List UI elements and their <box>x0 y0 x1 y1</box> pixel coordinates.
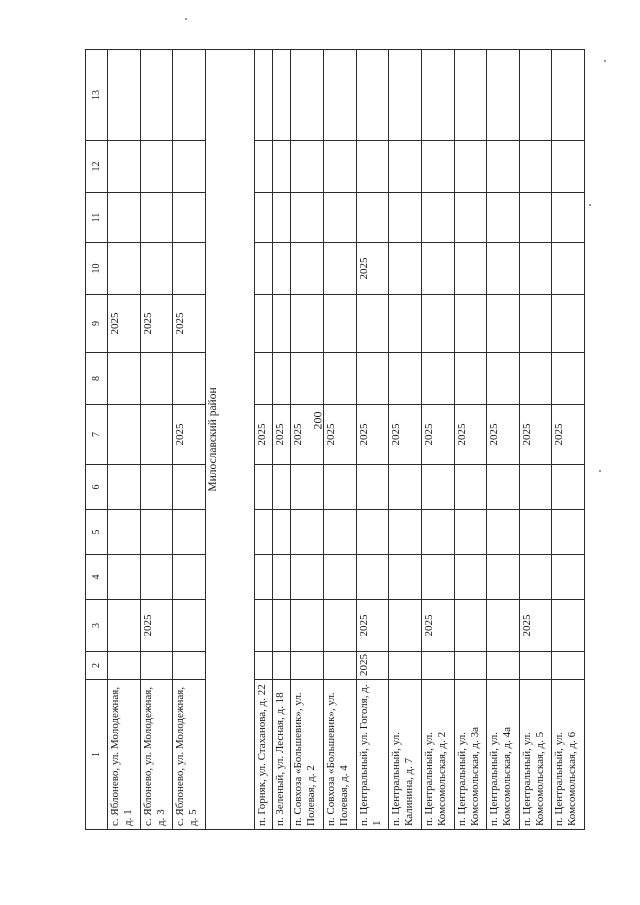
value-cell-col-13 <box>108 50 141 141</box>
value-cell-col-11 <box>421 193 454 243</box>
value-cell-col-4 <box>140 555 173 600</box>
header-col-4: 4 <box>86 555 108 600</box>
value-cell-col-6 <box>173 465 206 510</box>
value-cell-col-10 <box>552 243 585 295</box>
table-row <box>389 50 422 830</box>
value-cell-col-13 <box>454 50 487 141</box>
address-cell: п. Центральный, ул. Комсомольская, д. 2 <box>421 680 454 830</box>
value-cell-col-8 <box>389 353 422 405</box>
header-col-12: 12 <box>86 141 108 193</box>
header-col-9: 9 <box>86 295 108 353</box>
value-cell-col-10 <box>487 243 520 295</box>
value-cell-col-3 <box>255 600 273 652</box>
address-cell: п. Зеленый, ул. Лесная, д. 18 <box>273 680 291 830</box>
value-cell-col-8 <box>519 353 552 405</box>
value-cell-col-4 <box>291 555 324 600</box>
value-cell-col-6 <box>255 465 273 510</box>
value-cell-col-4 <box>519 555 552 600</box>
schedule-table <box>85 49 585 830</box>
address-cell: п. Совхоза «Большевик», ул. Полевая, д. 4 <box>324 680 357 830</box>
value-cell-col-6 <box>356 465 389 510</box>
value-cell-col-6 <box>273 465 291 510</box>
scan-speck <box>604 60 606 62</box>
header-row <box>86 50 108 830</box>
value-cell-col-13 <box>552 50 585 141</box>
value-cell-col-11 <box>454 193 487 243</box>
address-cell: п. Центральный, ул. Комсомольская, д. 6 <box>552 680 585 830</box>
value-cell-col-2 <box>389 652 422 680</box>
value-cell-col-7: 2025 <box>255 405 273 465</box>
value-cell-col-13 <box>324 50 357 141</box>
value-cell-col-10 <box>291 243 324 295</box>
value-cell-col-6 <box>389 465 422 510</box>
value-cell-col-6 <box>519 465 552 510</box>
value-cell-col-10: 2025 <box>356 243 389 295</box>
value-cell-col-12 <box>356 141 389 193</box>
value-cell-col-6 <box>421 465 454 510</box>
table-row <box>487 50 520 830</box>
value-cell-col-6 <box>454 465 487 510</box>
value-cell-col-12 <box>140 141 173 193</box>
value-cell-col-4 <box>108 555 141 600</box>
value-cell-col-12 <box>273 141 291 193</box>
value-cell-col-10 <box>108 243 141 295</box>
value-cell-col-9 <box>552 295 585 353</box>
value-cell-col-6 <box>108 465 141 510</box>
value-cell-col-3 <box>454 600 487 652</box>
value-cell-col-5 <box>273 510 291 555</box>
value-cell-col-3: 2025 <box>140 600 173 652</box>
table-row <box>255 50 273 830</box>
value-cell-col-13 <box>255 50 273 141</box>
address-cell: с. Яблонево, ул. Молодежная, д. 1 <box>108 680 141 830</box>
value-cell-col-9 <box>324 295 357 353</box>
table-row <box>552 50 585 830</box>
value-cell-col-7: 2025 <box>356 405 389 465</box>
address-cell: п. Центральный, ул. Комсомольская, д. 4а <box>487 680 520 830</box>
value-cell-col-13 <box>356 50 389 141</box>
value-cell-col-6 <box>552 465 585 510</box>
value-cell-col-9 <box>454 295 487 353</box>
value-cell-col-4 <box>173 555 206 600</box>
value-cell-col-11 <box>324 193 357 243</box>
value-cell-col-7 <box>140 405 173 465</box>
value-cell-col-4 <box>356 555 389 600</box>
value-cell-col-5 <box>291 510 324 555</box>
header-col-8: 8 <box>86 353 108 405</box>
value-cell-col-12 <box>519 141 552 193</box>
value-cell-col-12 <box>291 141 324 193</box>
value-cell-col-12 <box>421 141 454 193</box>
value-cell-col-5 <box>324 510 357 555</box>
value-cell-col-7: 2025 <box>519 405 552 465</box>
value-cell-col-3 <box>487 600 520 652</box>
value-cell-col-7: 2025 <box>324 405 357 465</box>
value-cell-col-2 <box>291 652 324 680</box>
value-cell-col-3: 2025 <box>421 600 454 652</box>
header-col-2: 2 <box>86 652 108 680</box>
value-cell-col-5 <box>454 510 487 555</box>
value-cell-col-12 <box>389 141 422 193</box>
scan-speck <box>589 204 591 206</box>
value-cell-col-5 <box>255 510 273 555</box>
header-col-6: 6 <box>86 465 108 510</box>
value-cell-col-2 <box>324 652 357 680</box>
value-cell-col-2 <box>273 652 291 680</box>
value-cell-col-11 <box>108 193 141 243</box>
address-cell: п. Центральный, ул. Гоголя, д. 1 <box>356 680 389 830</box>
value-cell-col-5 <box>108 510 141 555</box>
value-cell-col-2 <box>173 652 206 680</box>
value-cell-col-7: 2025 <box>421 405 454 465</box>
table-row <box>356 50 389 830</box>
value-cell-col-5 <box>487 510 520 555</box>
value-cell-col-9 <box>421 295 454 353</box>
value-cell-col-12 <box>552 141 585 193</box>
value-cell-col-4 <box>487 555 520 600</box>
header-col-10: 10 <box>86 243 108 295</box>
value-cell-col-13 <box>140 50 173 141</box>
table-row <box>108 50 141 830</box>
value-cell-col-11 <box>173 193 206 243</box>
value-cell-col-8 <box>552 353 585 405</box>
value-cell-col-8 <box>487 353 520 405</box>
value-cell-col-13 <box>389 50 422 141</box>
value-cell-col-2 <box>140 652 173 680</box>
value-cell-col-3 <box>291 600 324 652</box>
value-cell-col-5 <box>140 510 173 555</box>
address-cell: п. Центральный, ул. Калинина, д. 7 <box>389 680 422 830</box>
header-col-7: 7 <box>86 405 108 465</box>
value-cell-col-9 <box>487 295 520 353</box>
value-cell-col-11 <box>552 193 585 243</box>
value-cell-col-8 <box>173 353 206 405</box>
table-row <box>421 50 454 830</box>
value-cell-col-8 <box>454 353 487 405</box>
value-cell-col-3 <box>324 600 357 652</box>
value-cell-col-10 <box>421 243 454 295</box>
scan-speck <box>599 470 601 472</box>
value-cell-col-9 <box>356 295 389 353</box>
value-cell-col-7: 2025 <box>487 405 520 465</box>
value-cell-col-7: 2025 <box>552 405 585 465</box>
header-col-1: 1 <box>86 680 108 830</box>
value-cell-col-9 <box>291 295 324 353</box>
value-cell-col-2 <box>108 652 141 680</box>
table-row <box>519 50 552 830</box>
address-cell: с. Яблонево, ул. Молодежная, д. 5 <box>173 680 206 830</box>
value-cell-col-12 <box>454 141 487 193</box>
value-cell-col-8 <box>324 353 357 405</box>
value-cell-col-6 <box>487 465 520 510</box>
value-cell-col-5 <box>389 510 422 555</box>
value-cell-col-11 <box>487 193 520 243</box>
header-col-5: 5 <box>86 510 108 555</box>
value-cell-col-2: 2025 <box>356 652 389 680</box>
value-cell-col-3: 2025 <box>519 600 552 652</box>
table-row <box>324 50 357 830</box>
value-cell-col-3 <box>552 600 585 652</box>
value-cell-col-12 <box>173 141 206 193</box>
value-cell-col-10 <box>255 243 273 295</box>
value-cell-col-9: 2025 <box>173 295 206 353</box>
value-cell-col-5 <box>356 510 389 555</box>
value-cell-col-10 <box>173 243 206 295</box>
value-cell-col-12 <box>255 141 273 193</box>
value-cell-col-8 <box>291 353 324 405</box>
value-cell-col-4 <box>324 555 357 600</box>
value-cell-col-8 <box>421 353 454 405</box>
value-cell-col-8 <box>108 353 141 405</box>
value-cell-col-2 <box>519 652 552 680</box>
value-cell-col-13 <box>421 50 454 141</box>
value-cell-col-7 <box>108 405 141 465</box>
value-cell-col-2 <box>454 652 487 680</box>
value-cell-col-11 <box>356 193 389 243</box>
value-cell-col-10 <box>140 243 173 295</box>
value-cell-col-9: 2025 <box>108 295 141 353</box>
value-cell-col-3 <box>389 600 422 652</box>
value-cell-col-7: 2025 <box>173 405 206 465</box>
value-cell-col-13 <box>487 50 520 141</box>
value-cell-col-11 <box>273 193 291 243</box>
value-cell-col-3 <box>273 600 291 652</box>
address-cell: п. Центральный, ул. Комсомольская, д. 5 <box>519 680 552 830</box>
header-col-13: 13 <box>86 50 108 141</box>
value-cell-col-2 <box>255 652 273 680</box>
value-cell-col-7: 2025 <box>273 405 291 465</box>
value-cell-col-5 <box>421 510 454 555</box>
value-cell-col-11 <box>291 193 324 243</box>
value-cell-col-7: 2025 <box>389 405 422 465</box>
value-cell-col-4 <box>389 555 422 600</box>
value-cell-col-12 <box>108 141 141 193</box>
scan-speck <box>185 18 187 20</box>
section-row <box>205 50 255 830</box>
value-cell-col-10 <box>454 243 487 295</box>
value-cell-col-12 <box>324 141 357 193</box>
value-cell-col-8 <box>255 353 273 405</box>
value-cell-col-8 <box>140 353 173 405</box>
value-cell-col-9 <box>273 295 291 353</box>
value-cell-col-3 <box>108 600 141 652</box>
address-cell: п. Совхоза «Большевик», ул. Полевая, д. 2 <box>291 680 324 830</box>
address-cell: п. Горняк, ул. Стаханова, д. 22 <box>255 680 273 830</box>
page-number: 200 <box>310 411 325 430</box>
value-cell-col-9: 2025 <box>140 295 173 353</box>
value-cell-col-11 <box>255 193 273 243</box>
value-cell-col-11 <box>389 193 422 243</box>
table-row <box>454 50 487 830</box>
value-cell-col-10 <box>519 243 552 295</box>
rotated-table-container <box>85 50 585 830</box>
value-cell-col-6 <box>324 465 357 510</box>
value-cell-col-6 <box>140 465 173 510</box>
value-cell-col-3: 2025 <box>356 600 389 652</box>
value-cell-col-13 <box>173 50 206 141</box>
value-cell-col-5 <box>173 510 206 555</box>
value-cell-col-2 <box>552 652 585 680</box>
address-cell: с. Яблонево, ул. Молодежная, д. 3 <box>140 680 173 830</box>
section-body <box>205 50 255 830</box>
table-row <box>291 50 324 830</box>
value-cell-col-4 <box>552 555 585 600</box>
value-cell-col-5 <box>552 510 585 555</box>
value-cell-col-4 <box>255 555 273 600</box>
value-cell-col-9 <box>389 295 422 353</box>
table-row <box>273 50 291 830</box>
section-title: Милославский район <box>205 50 255 830</box>
value-cell-col-4 <box>273 555 291 600</box>
value-cell-col-6 <box>291 465 324 510</box>
value-cell-col-3 <box>173 600 206 652</box>
value-cell-col-7: 2025 <box>454 405 487 465</box>
value-cell-col-8 <box>273 353 291 405</box>
value-cell-col-11 <box>140 193 173 243</box>
value-cell-col-13 <box>273 50 291 141</box>
value-cell-col-5 <box>519 510 552 555</box>
table-body-top <box>108 50 206 830</box>
value-cell-col-9 <box>519 295 552 353</box>
value-cell-col-4 <box>421 555 454 600</box>
value-cell-col-13 <box>291 50 324 141</box>
value-cell-col-10 <box>273 243 291 295</box>
header-col-3: 3 <box>86 600 108 652</box>
value-cell-col-12 <box>487 141 520 193</box>
value-cell-col-10 <box>389 243 422 295</box>
value-cell-col-2 <box>487 652 520 680</box>
value-cell-col-2 <box>421 652 454 680</box>
value-cell-col-10 <box>324 243 357 295</box>
table-row <box>140 50 173 830</box>
address-cell: п. Центральный, ул. Комсомольская, д. 3а <box>454 680 487 830</box>
table-body-bottom <box>255 50 585 830</box>
value-cell-col-7: 2025 <box>291 405 324 465</box>
header-col-11: 11 <box>86 193 108 243</box>
value-cell-col-4 <box>454 555 487 600</box>
value-cell-col-8 <box>356 353 389 405</box>
value-cell-col-11 <box>519 193 552 243</box>
value-cell-col-9 <box>255 295 273 353</box>
table-row <box>173 50 206 830</box>
value-cell-col-13 <box>519 50 552 141</box>
